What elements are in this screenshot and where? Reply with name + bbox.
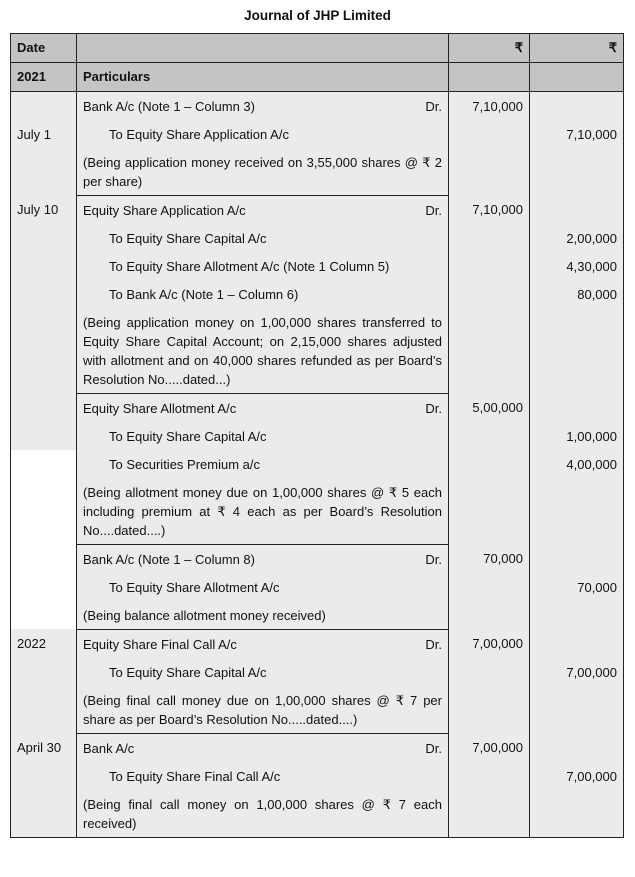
entry-date <box>11 658 77 686</box>
account-name: To Equity Share Capital A/c <box>109 231 267 246</box>
journal-line <box>11 280 623 308</box>
particulars-cell <box>77 120 449 148</box>
entry-date <box>11 450 77 478</box>
credit-amount: 80,000 <box>577 287 617 302</box>
journal-line <box>11 762 623 790</box>
credit-amount <box>530 733 623 762</box>
entry-date: July 1 <box>11 120 77 148</box>
particulars-cell <box>77 790 449 837</box>
debit-amount <box>449 658 530 686</box>
account-name: To Equity Share Allotment A/c (Note 1 Column 5) <box>109 259 390 274</box>
account-name: To Equity Share Application A/c <box>109 127 289 142</box>
account-name: Equity Share Final Call A/c <box>83 637 237 652</box>
debit-amount <box>449 762 530 790</box>
credit-currency: ₹ <box>608 40 617 55</box>
date-header: Date <box>11 34 77 62</box>
particulars-cell <box>77 148 449 195</box>
credit-amount <box>530 92 623 120</box>
entry-date <box>11 422 77 450</box>
debit-amount: 7,00,000 <box>449 733 530 762</box>
journal-line <box>11 733 623 762</box>
journal-line <box>11 544 623 573</box>
journal-line <box>11 629 623 658</box>
journal-line <box>11 422 623 450</box>
journal-line <box>11 224 623 252</box>
narration-row <box>11 790 623 837</box>
credit-amount <box>530 544 623 573</box>
narration: (Being balance allotment money received) <box>83 608 326 623</box>
account-name: To Bank A/c (Note 1 – Column 6) <box>109 287 299 302</box>
narration-row <box>11 601 623 629</box>
entry-date <box>11 601 77 629</box>
debit-marker: Dr. <box>425 401 442 416</box>
account-name: Equity Share Allotment A/c <box>83 401 237 416</box>
credit-amount: 7,00,000 <box>566 665 617 680</box>
journal-line <box>11 252 623 280</box>
journal-title: Journal of JHP Limited <box>244 8 391 23</box>
entry-date <box>11 544 77 573</box>
debit-amount <box>449 224 530 252</box>
debit-marker: Dr. <box>425 741 442 756</box>
account-name: To Equity Share Capital A/c <box>109 429 267 444</box>
debit-currency: ₹ <box>449 34 530 62</box>
journal-line <box>11 120 623 148</box>
entry-date <box>11 92 77 120</box>
debit-amount <box>449 120 530 148</box>
debit-amount: 7,10,000 <box>449 195 530 224</box>
credit-amount <box>530 629 623 658</box>
particulars-cell <box>77 544 449 573</box>
particulars-cell <box>77 92 449 120</box>
particulars-header: Particulars <box>77 63 449 91</box>
journal-line <box>11 450 623 478</box>
debit-amount <box>449 573 530 601</box>
particulars-cell <box>77 252 449 280</box>
particulars-cell <box>77 450 449 478</box>
narration-row <box>11 478 623 544</box>
debit-amount: 70,000 <box>449 544 530 573</box>
debit-amount: 7,00,000 <box>449 629 530 658</box>
narration: (Being final call money due on 1,00,000 shares @ ₹ 7 per share as per Board’s Resolution No.....dated....) <box>83 693 442 727</box>
particulars-cell <box>77 762 449 790</box>
entry-date <box>11 280 77 308</box>
particulars-cell <box>77 280 449 308</box>
entry-date: 2022 <box>11 629 77 658</box>
credit-amount: 70,000 <box>577 580 617 595</box>
particulars-cell <box>77 573 449 601</box>
narration-row <box>11 308 623 393</box>
credit-amount: 2,00,000 <box>566 231 617 246</box>
entry-date <box>11 393 77 422</box>
particulars-cell <box>77 629 449 658</box>
particulars-cell <box>77 224 449 252</box>
account-name: To Equity Share Allotment A/c <box>109 580 280 595</box>
journal-line <box>11 92 623 120</box>
credit-amount <box>530 195 623 224</box>
account-name: To Equity Share Final Call A/c <box>109 769 281 784</box>
debit-amount: 5,00,000 <box>449 393 530 422</box>
entry-date <box>11 224 77 252</box>
account-name: To Equity Share Capital A/c <box>109 665 267 680</box>
debit-amount <box>449 280 530 308</box>
debit-amount <box>449 252 530 280</box>
narration: (Being application money received on 3,55,000 shares @ ₹ 2 per share) <box>83 155 442 189</box>
narration: (Being allotment money due on 1,00,000 shares @ ₹ 5 each including premium at ₹ 4 each as per Board’s Resolution No....dated....) <box>83 485 442 538</box>
journal-body <box>11 92 623 837</box>
debit-marker: Dr. <box>425 637 442 652</box>
debit-marker: Dr. <box>425 203 442 218</box>
particulars-cell <box>77 478 449 544</box>
narration-row <box>11 686 623 733</box>
credit-amount <box>530 393 623 422</box>
particulars-cell <box>77 393 449 422</box>
particulars-cell <box>77 195 449 224</box>
particulars-cell <box>77 686 449 733</box>
entry-date <box>11 573 77 601</box>
entry-date: July 10 <box>11 195 77 224</box>
particulars-cell <box>77 658 449 686</box>
particulars-cell <box>77 308 449 393</box>
account-name: Bank A/c (Note 1 – Column 8) <box>83 552 255 567</box>
entry-date <box>11 686 77 733</box>
debit-amount <box>449 450 530 478</box>
entry-date <box>11 308 77 393</box>
entry-date <box>11 762 77 790</box>
debit-marker: Dr. <box>425 99 442 114</box>
narration-row <box>11 148 623 195</box>
journal-line <box>11 658 623 686</box>
account-name: To Securities Premium a/c <box>109 457 260 472</box>
account-name: Bank A/c (Note 1 – Column 3) <box>83 99 255 114</box>
header-row-2 <box>11 63 623 92</box>
credit-amount: 7,10,000 <box>566 127 617 142</box>
header-row <box>11 34 623 63</box>
particulars-cell <box>77 733 449 762</box>
account-name: Bank A/c <box>83 741 135 756</box>
entry-date: April 30 <box>11 733 77 762</box>
journal-line <box>11 573 623 601</box>
debit-marker: Dr. <box>425 552 442 567</box>
journal-table <box>10 33 624 838</box>
credit-amount: 4,00,000 <box>566 457 617 472</box>
narration: (Being final call money on 1,00,000 shares @ ₹ 7 each received) <box>83 797 442 831</box>
entry-date <box>11 790 77 837</box>
debit-amount <box>449 422 530 450</box>
entry-date <box>11 478 77 544</box>
journal-line <box>11 393 623 422</box>
journal-line <box>11 195 623 224</box>
account-name: Equity Share Application A/c <box>83 203 246 218</box>
particulars-cell <box>77 422 449 450</box>
narration: (Being application money on 1,00,000 shares transferred to Equity Share Capital Account; on 2,15,000 shares adjusted with allotment and on 40,000 shares refunded as per Board’s Resolution No.....dated...) <box>83 315 442 387</box>
debit-amount: 7,10,000 <box>449 92 530 120</box>
year-header: 2021 <box>11 63 77 91</box>
credit-amount: 7,00,000 <box>566 769 617 784</box>
credit-amount: 4,30,000 <box>566 259 617 274</box>
particulars-cell <box>77 601 449 629</box>
entry-date <box>11 252 77 280</box>
entry-date <box>11 148 77 195</box>
credit-amount: 1,00,000 <box>566 429 617 444</box>
